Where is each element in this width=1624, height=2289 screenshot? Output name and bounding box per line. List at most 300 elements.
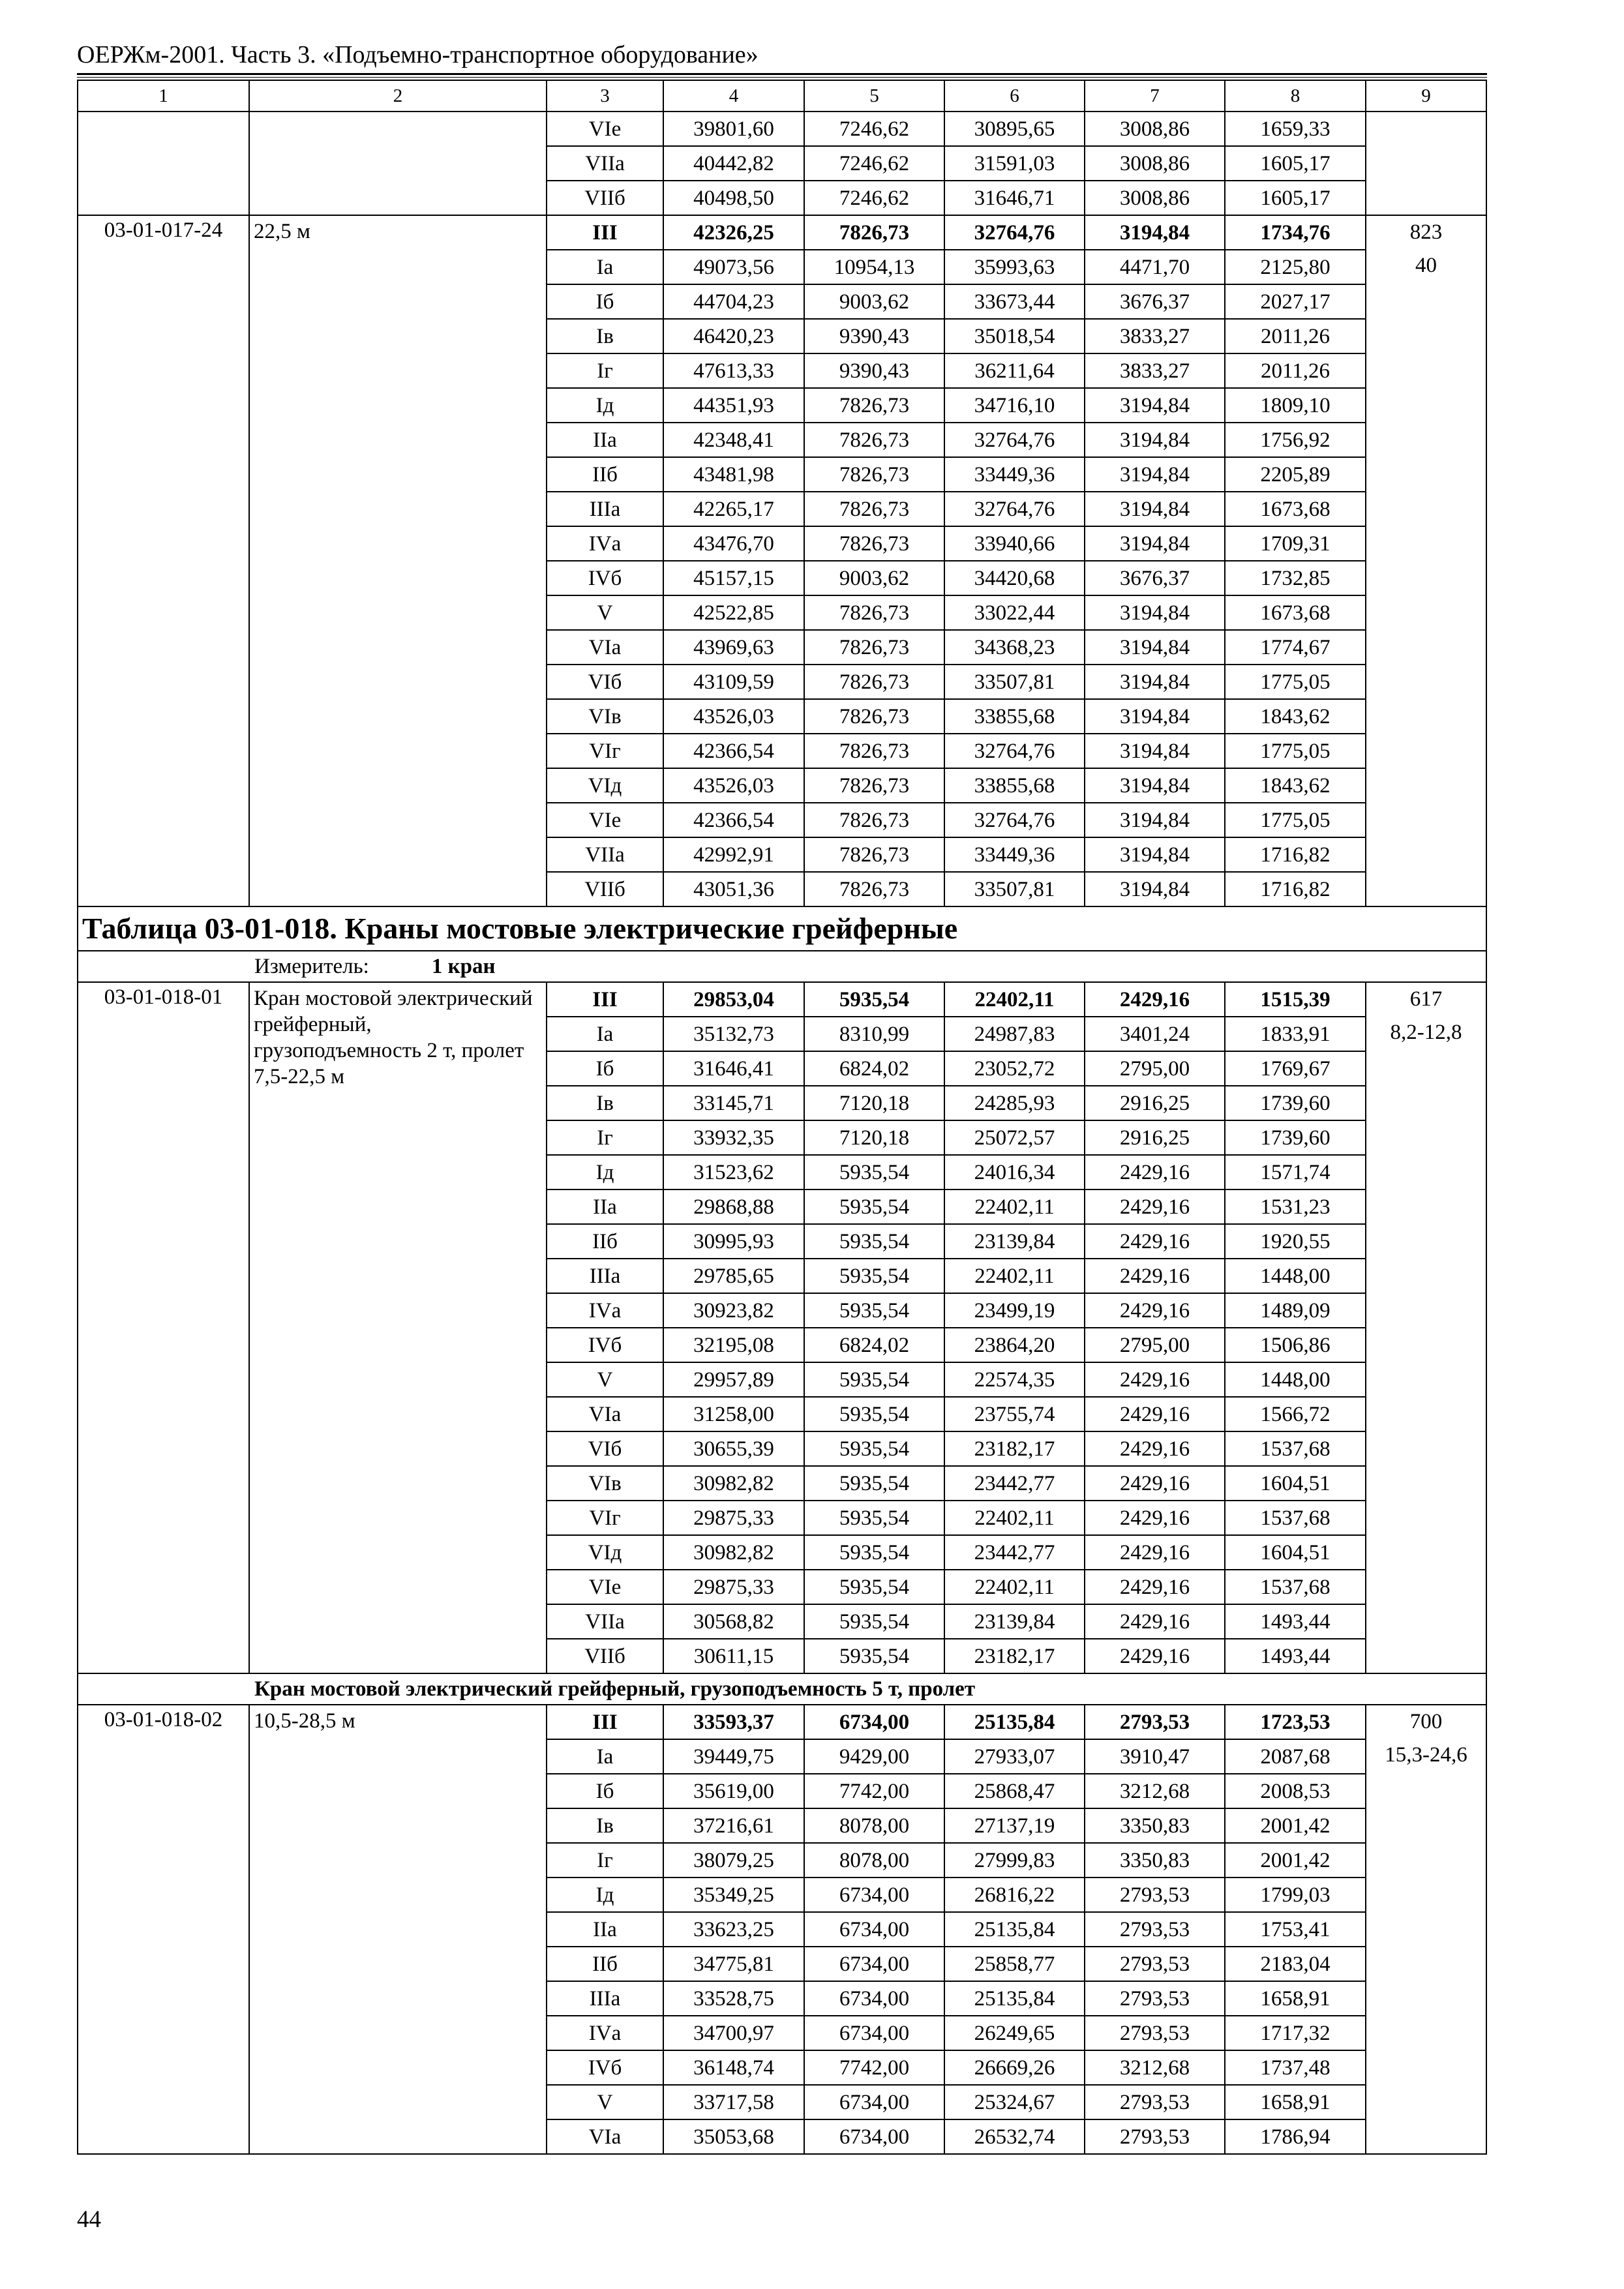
value-cell: 7826,73	[804, 665, 944, 699]
zone-cell: VIIб	[547, 1639, 663, 1673]
value-cell: 42366,54	[663, 803, 804, 837]
value-cell: 22402,11	[944, 1570, 1085, 1604]
zone-cell: III	[547, 215, 663, 250]
extra-cell	[1366, 1705, 1486, 2154]
value-cell: 9003,62	[804, 284, 944, 319]
value-cell: 2125,80	[1225, 250, 1366, 284]
value-cell: 7826,73	[804, 595, 944, 630]
value-cell: 1605,17	[1225, 181, 1366, 215]
value-cell: 3194,84	[1085, 492, 1225, 526]
value-cell: 30923,82	[663, 1293, 804, 1328]
value-cell: 26532,74	[944, 2119, 1085, 2154]
value-cell: 3212,68	[1085, 2050, 1225, 2085]
zone-cell: Iг	[547, 1120, 663, 1155]
zone-cell: Iд	[547, 1878, 663, 1912]
zone-cell: Iд	[547, 388, 663, 423]
extra-value: 700	[1409, 1710, 1443, 1733]
value-cell: 27137,19	[944, 1808, 1085, 1843]
zone-cell: VIб	[547, 665, 663, 699]
value-cell: 2793,53	[1085, 2085, 1225, 2119]
zone-cell: VIIб	[547, 181, 663, 215]
value-cell: 6734,00	[804, 1947, 944, 1981]
value-cell: 10954,13	[804, 250, 944, 284]
value-cell: 23442,77	[944, 1535, 1085, 1570]
zone-cell: IIа	[547, 423, 663, 457]
value-cell: 1920,55	[1225, 1224, 1366, 1259]
value-cell: 9429,00	[804, 1739, 944, 1774]
value-cell: 2008,53	[1225, 1774, 1366, 1808]
value-cell: 7826,73	[804, 388, 944, 423]
value-cell: 3194,84	[1085, 423, 1225, 457]
code-cell: 03-01-018-02	[78, 1705, 249, 2154]
value-cell: 7742,00	[804, 1774, 944, 1808]
zone-cell: VIв	[547, 1466, 663, 1501]
measure-unit: 1 кран	[431, 955, 496, 978]
value-cell: 3194,84	[1085, 457, 1225, 492]
value-cell: 3194,84	[1085, 699, 1225, 734]
value-cell: 9003,62	[804, 561, 944, 595]
value-cell: 1658,91	[1225, 1981, 1366, 2016]
value-cell: 1739,60	[1225, 1086, 1366, 1120]
value-cell: 30611,15	[663, 1639, 804, 1673]
value-cell: 2429,16	[1085, 1501, 1225, 1535]
value-cell: 1673,68	[1225, 492, 1366, 526]
value-cell: 2795,00	[1085, 1328, 1225, 1362]
value-cell: 22574,35	[944, 1362, 1085, 1397]
value-cell: 6734,00	[804, 1705, 944, 1739]
value-cell: 22402,11	[944, 982, 1085, 1017]
code-cell	[78, 112, 249, 215]
value-cell: 46420,23	[663, 319, 804, 353]
extra-value: 8,2-12,8	[1390, 1021, 1462, 1044]
column-number: 6	[944, 80, 1085, 112]
value-cell: 29868,88	[663, 1189, 804, 1224]
value-cell: 5935,54	[804, 1501, 944, 1535]
zone-cell: Iа	[547, 250, 663, 284]
value-cell: 7826,73	[804, 803, 944, 837]
value-cell: 7246,62	[804, 146, 944, 181]
table-title: Таблица 03-01-018. Краны мостовые электрические грейферные	[78, 906, 1486, 951]
value-cell: 30982,82	[663, 1466, 804, 1501]
value-cell: 30995,93	[663, 1224, 804, 1259]
value-cell: 23442,77	[944, 1466, 1085, 1501]
value-cell: 3833,27	[1085, 319, 1225, 353]
value-cell: 29853,04	[663, 982, 804, 1017]
value-cell: 27933,07	[944, 1739, 1085, 1774]
value-cell: 1716,82	[1225, 837, 1366, 872]
value-cell: 2793,53	[1085, 1981, 1225, 2016]
value-cell: 1659,33	[1225, 112, 1366, 146]
zone-cell: VIб	[547, 1431, 663, 1466]
value-cell: 33717,58	[663, 2085, 804, 2119]
value-cell: 2011,26	[1225, 353, 1366, 388]
value-cell: 33449,36	[944, 837, 1085, 872]
value-cell: 1775,05	[1225, 665, 1366, 699]
page-number: 44	[77, 2206, 101, 2233]
zone-cell: IIIа	[547, 1259, 663, 1293]
value-cell: 43526,03	[663, 768, 804, 803]
value-cell: 3910,47	[1085, 1739, 1225, 1774]
value-cell: 3212,68	[1085, 1774, 1225, 1808]
value-cell: 30655,39	[663, 1431, 804, 1466]
subheading: Кран мостовой электрический грейферный, грузоподъемность 5 т, пролет	[78, 1673, 1486, 1705]
value-cell: 42522,85	[663, 595, 804, 630]
description-cell: Кран мостовой электрический грейферный, грузоподъемность 2 т, пролет 7,5-22,5 м	[249, 982, 547, 1673]
value-cell: 35018,54	[944, 319, 1085, 353]
value-cell: 43051,36	[663, 872, 804, 906]
value-cell: 45157,15	[663, 561, 804, 595]
zone-cell: Iд	[547, 1155, 663, 1189]
value-cell: 5935,54	[804, 1362, 944, 1397]
value-cell: 43476,70	[663, 526, 804, 561]
value-cell: 1786,94	[1225, 2119, 1366, 2154]
value-cell: 2793,53	[1085, 2119, 1225, 2154]
value-cell: 2429,16	[1085, 1431, 1225, 1466]
value-cell: 1537,68	[1225, 1501, 1366, 1535]
value-cell: 31646,41	[663, 1051, 804, 1086]
value-cell: 34368,23	[944, 630, 1085, 665]
value-cell: 2429,16	[1085, 1259, 1225, 1293]
value-cell: 5935,54	[804, 1535, 944, 1570]
value-cell: 7826,73	[804, 699, 944, 734]
value-cell: 1605,17	[1225, 146, 1366, 181]
value-cell: 1737,48	[1225, 2050, 1366, 2085]
value-cell: 2429,16	[1085, 982, 1225, 1017]
value-cell: 7120,18	[804, 1086, 944, 1120]
value-cell: 31523,62	[663, 1155, 804, 1189]
value-cell: 49073,56	[663, 250, 804, 284]
zone-cell: VIг	[547, 734, 663, 768]
value-cell: 2429,16	[1085, 1466, 1225, 1501]
value-cell: 2429,16	[1085, 1397, 1225, 1431]
value-cell: 5935,54	[804, 1293, 944, 1328]
value-cell: 3008,86	[1085, 181, 1225, 215]
value-cell: 7826,73	[804, 872, 944, 906]
value-cell: 22402,11	[944, 1189, 1085, 1224]
value-cell: 3194,84	[1085, 526, 1225, 561]
value-cell: 25135,84	[944, 1705, 1085, 1739]
value-cell: 5935,54	[804, 1155, 944, 1189]
value-cell: 2793,53	[1085, 1947, 1225, 1981]
value-cell: 2087,68	[1225, 1739, 1366, 1774]
zone-cell: Iб	[547, 1774, 663, 1808]
value-cell: 1448,00	[1225, 1362, 1366, 1397]
value-cell: 5935,54	[804, 982, 944, 1017]
value-cell: 3194,84	[1085, 837, 1225, 872]
value-cell: 3194,84	[1085, 803, 1225, 837]
extra-value: 617	[1409, 987, 1443, 1011]
value-cell: 2429,16	[1085, 1535, 1225, 1570]
value-cell: 1843,62	[1225, 699, 1366, 734]
value-cell: 1673,68	[1225, 595, 1366, 630]
zone-cell: Iб	[547, 284, 663, 319]
value-cell: 32195,08	[663, 1328, 804, 1362]
zone-cell: VIIб	[547, 872, 663, 906]
value-cell: 3008,86	[1085, 146, 1225, 181]
zone-cell: VIIа	[547, 146, 663, 181]
value-cell: 6824,02	[804, 1051, 944, 1086]
value-cell: 43526,03	[663, 699, 804, 734]
value-cell: 3194,84	[1085, 768, 1225, 803]
value-cell: 2429,16	[1085, 1293, 1225, 1328]
value-cell: 42348,41	[663, 423, 804, 457]
zone-cell: VIд	[547, 1535, 663, 1570]
value-cell: 43481,98	[663, 457, 804, 492]
zone-cell: IVа	[547, 1293, 663, 1328]
value-cell: 4471,70	[1085, 250, 1225, 284]
zone-cell: VIе	[547, 803, 663, 837]
value-cell: 1571,74	[1225, 1155, 1366, 1189]
value-cell: 3194,84	[1085, 630, 1225, 665]
value-cell: 42992,91	[663, 837, 804, 872]
value-cell: 3350,83	[1085, 1843, 1225, 1878]
zone-cell: IIб	[547, 1224, 663, 1259]
value-cell: 7246,62	[804, 112, 944, 146]
header-rule-thin	[77, 77, 1487, 78]
value-cell: 44704,23	[663, 284, 804, 319]
value-cell: 7826,73	[804, 630, 944, 665]
zone-cell: IIIа	[547, 1981, 663, 2016]
value-cell: 32764,76	[944, 492, 1085, 526]
value-cell: 23755,74	[944, 1397, 1085, 1431]
value-cell: 33593,37	[663, 1705, 804, 1739]
zone-cell: V	[547, 595, 663, 630]
column-number: 5	[804, 80, 944, 112]
value-cell: 7826,73	[804, 734, 944, 768]
zone-cell: IIа	[547, 1912, 663, 1947]
value-cell: 5935,54	[804, 1259, 944, 1293]
value-cell: 1775,05	[1225, 803, 1366, 837]
value-cell: 2205,89	[1225, 457, 1366, 492]
value-cell: 33145,71	[663, 1086, 804, 1120]
value-cell: 7742,00	[804, 2050, 944, 2085]
value-cell: 7826,73	[804, 492, 944, 526]
zone-cell: III	[547, 982, 663, 1017]
value-cell: 6734,00	[804, 1912, 944, 1947]
value-cell: 25324,67	[944, 2085, 1085, 2119]
value-cell: 1537,68	[1225, 1570, 1366, 1604]
value-cell: 23499,19	[944, 1293, 1085, 1328]
table-body	[78, 80, 1486, 2154]
value-cell: 34716,10	[944, 388, 1085, 423]
value-cell: 23182,17	[944, 1639, 1085, 1673]
value-cell: 32764,76	[944, 803, 1085, 837]
value-cell: 1774,67	[1225, 630, 1366, 665]
value-cell: 5935,54	[804, 1604, 944, 1639]
value-cell: 35349,25	[663, 1878, 804, 1912]
value-cell: 2429,16	[1085, 1639, 1225, 1673]
value-cell: 36211,64	[944, 353, 1085, 388]
value-cell: 1843,62	[1225, 768, 1366, 803]
column-number: 8	[1225, 80, 1366, 112]
value-cell: 29875,33	[663, 1501, 804, 1535]
value-cell: 1537,68	[1225, 1431, 1366, 1466]
value-cell: 8078,00	[804, 1808, 944, 1843]
value-cell: 30568,82	[663, 1604, 804, 1639]
value-cell: 42366,54	[663, 734, 804, 768]
value-cell: 5935,54	[804, 1431, 944, 1466]
value-cell: 2027,17	[1225, 284, 1366, 319]
zone-cell: Iб	[547, 1051, 663, 1086]
zone-cell: IIб	[547, 1947, 663, 1981]
page-header-title: ОЕРЖм-2001. Часть 3. «Подъемно-транспортное оборудование»	[77, 41, 759, 68]
zone-cell: Iа	[547, 1739, 663, 1774]
value-cell: 6734,00	[804, 2119, 944, 2154]
value-cell: 1566,72	[1225, 1397, 1366, 1431]
column-number: 7	[1085, 80, 1225, 112]
measure-row	[78, 951, 1486, 982]
value-cell: 3401,24	[1085, 1017, 1225, 1051]
value-cell: 26669,26	[944, 2050, 1085, 2085]
value-cell: 2793,53	[1085, 1705, 1225, 1739]
value-cell: 31591,03	[944, 146, 1085, 181]
value-cell: 3350,83	[1085, 1808, 1225, 1843]
description-cell	[249, 112, 547, 215]
zone-cell: IVб	[547, 561, 663, 595]
value-cell: 1506,86	[1225, 1328, 1366, 1362]
measure-cell	[78, 951, 1486, 982]
value-cell: 29785,65	[663, 1259, 804, 1293]
value-cell: 7826,73	[804, 215, 944, 250]
value-cell: 31646,71	[944, 181, 1085, 215]
extra-cell	[1366, 982, 1486, 1673]
column-number: 1	[78, 80, 249, 112]
value-cell: 3194,84	[1085, 595, 1225, 630]
value-cell: 1769,67	[1225, 1051, 1366, 1086]
value-cell: 6824,02	[804, 1328, 944, 1362]
value-cell: 39801,60	[663, 112, 804, 146]
zone-cell: VIIа	[547, 837, 663, 872]
value-cell: 23139,84	[944, 1604, 1085, 1639]
zone-cell: IIа	[547, 1189, 663, 1224]
value-cell: 23052,72	[944, 1051, 1085, 1086]
value-cell: 3194,84	[1085, 872, 1225, 906]
zone-cell: VIа	[547, 2119, 663, 2154]
value-cell: 7826,73	[804, 837, 944, 872]
value-cell: 35993,63	[944, 250, 1085, 284]
value-cell: 2795,00	[1085, 1051, 1225, 1086]
value-cell: 37216,61	[663, 1808, 804, 1843]
zone-cell: Iа	[547, 1017, 663, 1051]
value-cell: 33673,44	[944, 284, 1085, 319]
header-rule	[77, 73, 1487, 75]
value-cell: 1448,00	[1225, 1259, 1366, 1293]
value-cell: 33449,36	[944, 457, 1085, 492]
value-cell: 43969,63	[663, 630, 804, 665]
value-cell: 2001,42	[1225, 1808, 1366, 1843]
table-row	[78, 215, 1486, 250]
value-cell: 1658,91	[1225, 2085, 1366, 2119]
zone-cell: III	[547, 1705, 663, 1739]
value-cell: 25072,57	[944, 1120, 1085, 1155]
value-cell: 2429,16	[1085, 1155, 1225, 1189]
value-cell: 34775,81	[663, 1947, 804, 1981]
value-cell: 5935,54	[804, 1639, 944, 1673]
value-cell: 33940,66	[944, 526, 1085, 561]
value-cell: 34420,68	[944, 561, 1085, 595]
value-cell: 29957,89	[663, 1362, 804, 1397]
zone-cell: VIIа	[547, 1604, 663, 1639]
value-cell: 43109,59	[663, 665, 804, 699]
zone-cell: VIа	[547, 1397, 663, 1431]
value-cell: 7246,62	[804, 181, 944, 215]
price-table	[77, 80, 1487, 2155]
value-cell: 7120,18	[804, 1120, 944, 1155]
value-cell: 38079,25	[663, 1843, 804, 1878]
table-row	[78, 982, 1486, 1017]
value-cell: 24987,83	[944, 1017, 1085, 1051]
table-title-row	[78, 906, 1486, 951]
value-cell: 1732,85	[1225, 561, 1366, 595]
value-cell: 39449,75	[663, 1739, 804, 1774]
value-cell: 6734,00	[804, 2085, 944, 2119]
zone-cell: IIIа	[547, 492, 663, 526]
value-cell: 30895,65	[944, 112, 1085, 146]
column-number: 9	[1366, 80, 1486, 112]
value-cell: 33855,68	[944, 768, 1085, 803]
value-cell: 2429,16	[1085, 1604, 1225, 1639]
value-cell: 6734,00	[804, 1981, 944, 2016]
column-number: 2	[249, 80, 547, 112]
description-cell: 10,5-28,5 м	[249, 1705, 547, 2154]
value-cell: 3676,37	[1085, 561, 1225, 595]
value-cell: 3194,84	[1085, 388, 1225, 423]
value-cell: 6734,00	[804, 1878, 944, 1912]
value-cell: 23139,84	[944, 1224, 1085, 1259]
value-cell: 35053,68	[663, 2119, 804, 2154]
value-cell: 32764,76	[944, 734, 1085, 768]
value-cell: 9390,43	[804, 319, 944, 353]
value-cell: 1739,60	[1225, 1120, 1366, 1155]
value-cell: 31258,00	[663, 1397, 804, 1431]
value-cell: 22402,11	[944, 1501, 1085, 1535]
value-cell: 2429,16	[1085, 1362, 1225, 1397]
value-cell: 1515,39	[1225, 982, 1366, 1017]
zone-cell: Iв	[547, 1086, 663, 1120]
value-cell: 40442,82	[663, 146, 804, 181]
value-cell: 25135,84	[944, 1912, 1085, 1947]
value-cell: 3194,84	[1085, 665, 1225, 699]
value-cell: 2916,25	[1085, 1120, 1225, 1155]
zone-cell: V	[547, 2085, 663, 2119]
value-cell: 2429,16	[1085, 1189, 1225, 1224]
value-cell: 7826,73	[804, 526, 944, 561]
value-cell: 2793,53	[1085, 1878, 1225, 1912]
value-cell: 23864,20	[944, 1328, 1085, 1362]
value-cell: 3008,86	[1085, 112, 1225, 146]
value-cell: 2001,42	[1225, 1843, 1366, 1878]
value-cell: 35132,73	[663, 1017, 804, 1051]
zone-cell: V	[547, 1362, 663, 1397]
description-cell: 22,5 м	[249, 215, 547, 906]
value-cell: 3676,37	[1085, 284, 1225, 319]
value-cell: 2793,53	[1085, 2016, 1225, 2050]
measure-label: Измеритель:	[254, 955, 369, 978]
table-row	[78, 1705, 1486, 1739]
value-cell: 29875,33	[663, 1570, 804, 1604]
value-cell: 8078,00	[804, 1843, 944, 1878]
value-cell: 1604,51	[1225, 1466, 1366, 1501]
zone-cell: IIб	[547, 457, 663, 492]
zone-cell: IVа	[547, 526, 663, 561]
value-cell: 40498,50	[663, 181, 804, 215]
value-cell: 35619,00	[663, 1774, 804, 1808]
extra-cell	[1366, 112, 1486, 215]
value-cell: 26816,22	[944, 1878, 1085, 1912]
value-cell: 2429,16	[1085, 1224, 1225, 1259]
code-cell: 03-01-018-01	[78, 982, 249, 1673]
extra-value: 40	[1415, 254, 1437, 277]
